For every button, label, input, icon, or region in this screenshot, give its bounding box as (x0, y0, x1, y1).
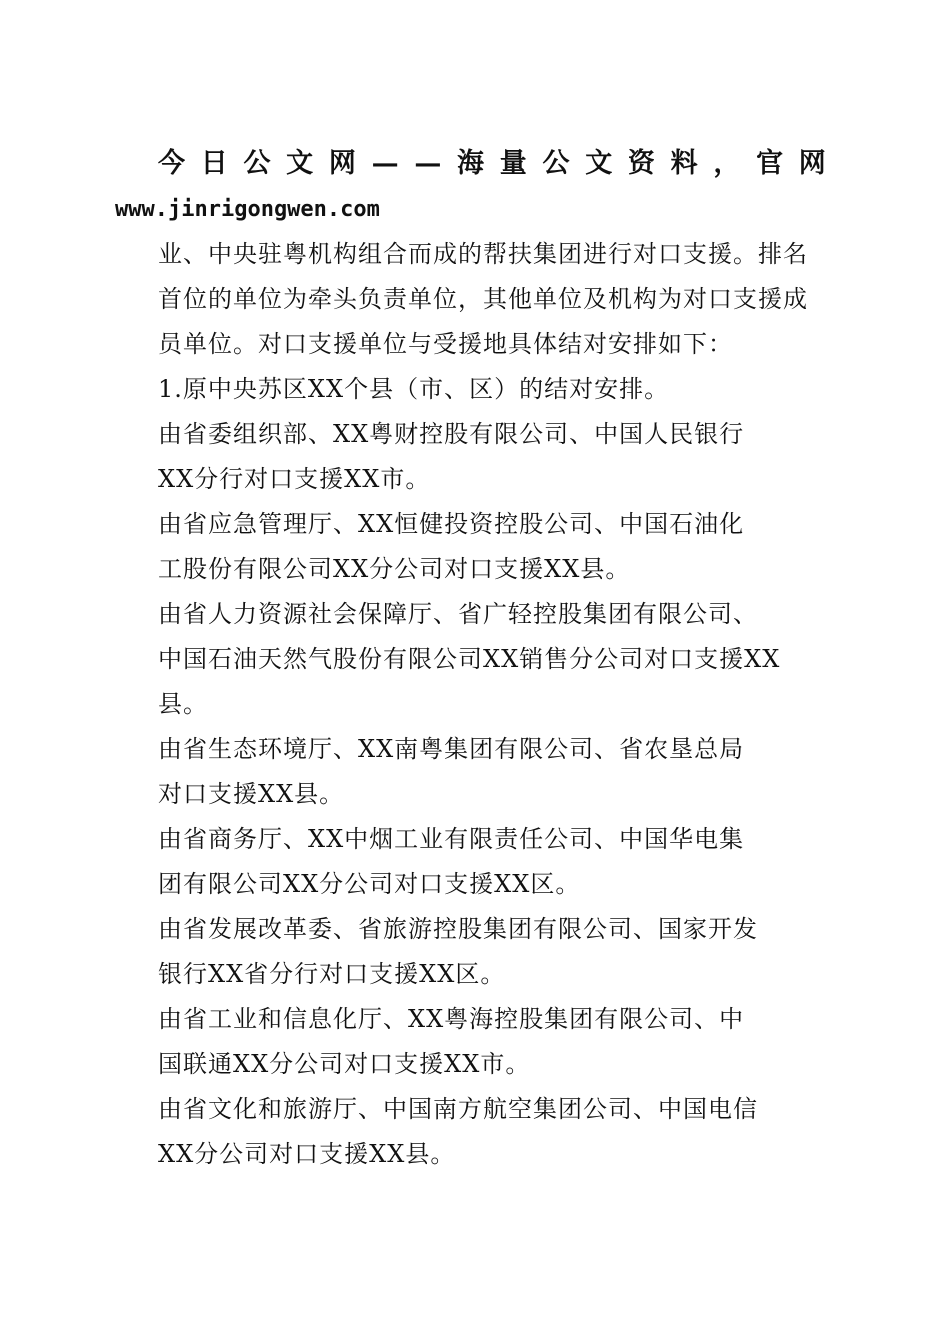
body-text (158, 232, 838, 1177)
header-char: 网 (798, 148, 826, 179)
text-line: 由省应急管理厅、XX恒健投资控股公司、中国石油化 (158, 510, 745, 538)
text-line: 团有限公司XX分公司对口支援XX区。 (158, 870, 581, 898)
header-char: 公 (243, 148, 271, 179)
text-line: 由省人力资源社会保障厅、省广轻控股集团有限公司、 (158, 600, 758, 628)
header-char: — (371, 148, 399, 179)
header-char: 文 (286, 148, 314, 179)
header-char: 料 (670, 148, 698, 179)
header-char: 官 (756, 148, 784, 179)
header-char: 今 (158, 148, 185, 179)
header-title (158, 142, 826, 186)
text-line: XX分公司对口支援XX县。 (158, 1140, 456, 1168)
text-line: 中国石油天然气股份有限公司XX销售分公司对口支援XX (158, 645, 781, 673)
text-line: 对口支援XX县。 (158, 780, 345, 808)
header-char: — (414, 148, 442, 179)
text-line: 首位的单位为牵头负责单位，其他单位及机构为对口支援成 (158, 285, 808, 313)
text-line: 国联通XX分公司对口支援XX市。 (158, 1050, 531, 1078)
header-char: ， (713, 148, 741, 179)
text-line: 由省发展改革委、省旅游控股集团有限公司、国家开发 (158, 915, 758, 943)
header-char: 海 (457, 148, 485, 179)
header-char: 网 (328, 148, 356, 179)
header-url[interactable]: www.jinrigongwen.com (115, 197, 380, 222)
text-line: 由省商务厅、XX中烟工业有限责任公司、中国华电集 (158, 825, 745, 853)
text-line: 县。 (158, 690, 208, 718)
header-char: 日 (200, 148, 228, 179)
header-char: 量 (499, 148, 527, 179)
text-line: 业、中央驻粤机构组合而成的帮扶集团进行对口支援。排名 (158, 240, 808, 268)
text-line: 由省工业和信息化厅、XX粤海控股集团有限公司、中 (158, 1005, 745, 1033)
text-line: 由省文化和旅游厅、中国南方航空集团公司、中国电信 (158, 1095, 758, 1123)
text-line: 员单位。对口支援单位与受援地具体结对安排如下： (158, 330, 733, 358)
text-line: XX分行对口支援XX市。 (158, 465, 431, 493)
text-line: 由省生态环境厅、XX南粤集团有限公司、省农垦总局 (158, 735, 745, 763)
header-char: 资 (627, 148, 655, 179)
text-line: 由省委组织部、XX粤财控股有限公司、中国人民银行 (158, 420, 745, 448)
text-line: 工股份有限公司XX分公司对口支援XX县。 (158, 555, 631, 583)
header-char: 公 (542, 148, 570, 179)
text-line: 1.原中央苏区XX个县（市、区）的结对安排。 (158, 375, 670, 403)
text-line: 银行XX省分行对口支援XX区。 (158, 960, 506, 988)
header-char: 文 (585, 148, 613, 179)
